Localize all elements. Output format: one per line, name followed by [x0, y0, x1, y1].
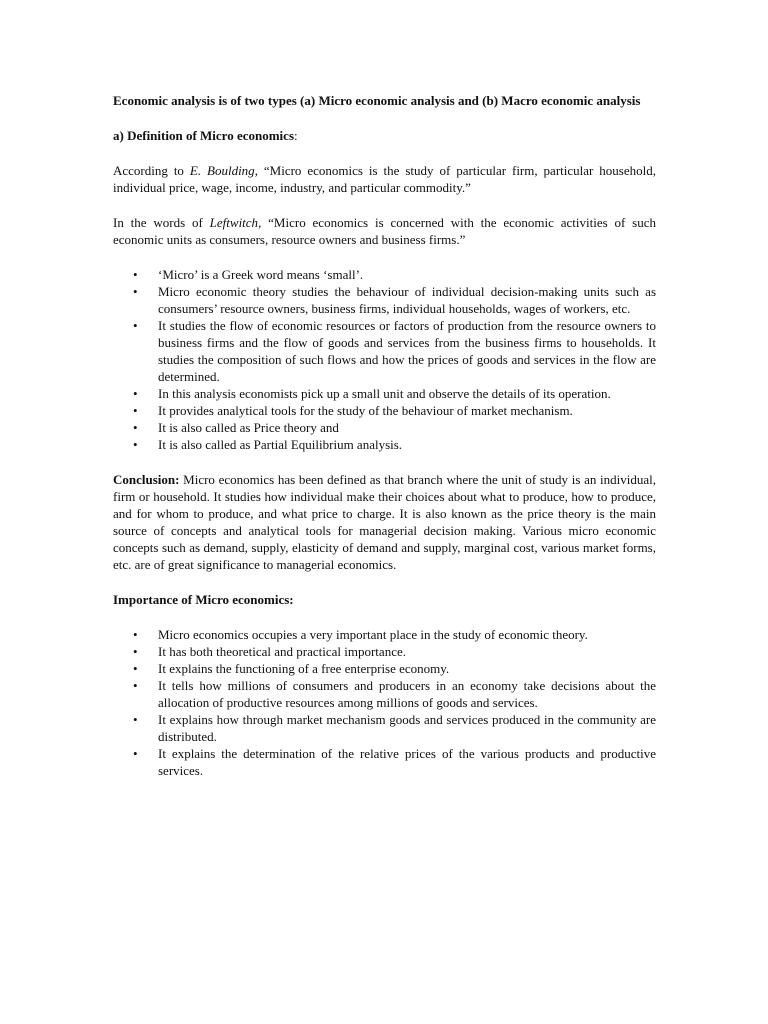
boulding-author: E. Boulding	[189, 163, 255, 178]
conclusion-paragraph	[113, 471, 656, 573]
list-item: • It provides analytical tools for the study of the behaviour of market mechanism.	[113, 402, 656, 419]
conclusion-label: Conclusion:	[113, 472, 180, 487]
list-item: • It explains how through market mechanism goods and services produced in the community are distributed.	[113, 711, 656, 745]
list-item: • It is also called as Price theory and	[113, 419, 656, 436]
definition-heading-text: a) Definition of Micro economics	[113, 128, 294, 143]
leftwitch-quote: , “Micro economics is concerned with the economic activities of such economic units as consumers, resource owners and business firms.”	[113, 215, 656, 247]
list-item: • It explains the determination of the relative prices of the various products and productive services.	[113, 745, 656, 779]
definition-bullet-list	[113, 266, 656, 453]
conclusion-text: Micro economics has been defined as that branch where the unit of study is an individual, firm or household. It studies how individual make their choices about what to produce, how to produce, and for whom to produce, and what price to charge. It is also known as the price theory is the main source of concepts and analytical tools for managerial decision making. Various micro economic concepts such as demand, supply, elasticity of demand and supply, marginal cost, various market forms, etc. are of great significance to managerial economics.	[113, 472, 656, 572]
list-item: • It studies the flow of economic resources or factors of production from the resource owners to business firms and the flow of goods and services from the business firms to households. It studies the composition of such flows and how the prices of goods and services in the flow are determined.	[113, 317, 656, 385]
list-item: • Micro economics occupies a very important place in the study of economic theory.	[113, 626, 656, 643]
boulding-quote: , “Micro economics is the study of particular firm, particular household, individual price, wage, income, industry, and particular commodity.”	[113, 163, 657, 195]
document-body	[113, 92, 656, 779]
list-item: • It tells how millions of consumers and producers in an economy take decisions about the allocation of productive resources among millions of goods and services.	[113, 677, 656, 711]
boulding-paragraph	[113, 162, 656, 196]
importance-bullet-list	[113, 626, 656, 779]
list-item: • ‘Micro’ is a Greek word means ‘small’.	[113, 266, 656, 283]
leftwitch-paragraph	[113, 214, 656, 248]
list-item: • Micro economic theory studies the behaviour of individual decision-making units such as consumers’ resource owners, business firms, individual households, wages of workers, etc.	[113, 283, 656, 317]
list-item: • It is also called as Partial Equilibrium analysis.	[113, 436, 656, 453]
leftwitch-prefix: In the words of	[113, 215, 210, 230]
boulding-prefix: According to	[113, 163, 190, 178]
list-item: • It has both theoretical and practical importance.	[113, 643, 656, 660]
document-title: Economic analysis is of two types (a) Micro economic analysis and (b) Macro economic analysis	[113, 93, 641, 108]
importance-heading: Importance of Micro economics:	[113, 592, 294, 607]
list-item: • It explains the functioning of a free enterprise economy.	[113, 660, 656, 677]
definition-heading	[113, 127, 656, 144]
leftwitch-author: Leftwitch	[209, 215, 259, 230]
definition-heading-colon: :	[294, 128, 298, 143]
list-item: • In this analysis economists pick up a small unit and observe the details of its operation.	[113, 385, 656, 402]
